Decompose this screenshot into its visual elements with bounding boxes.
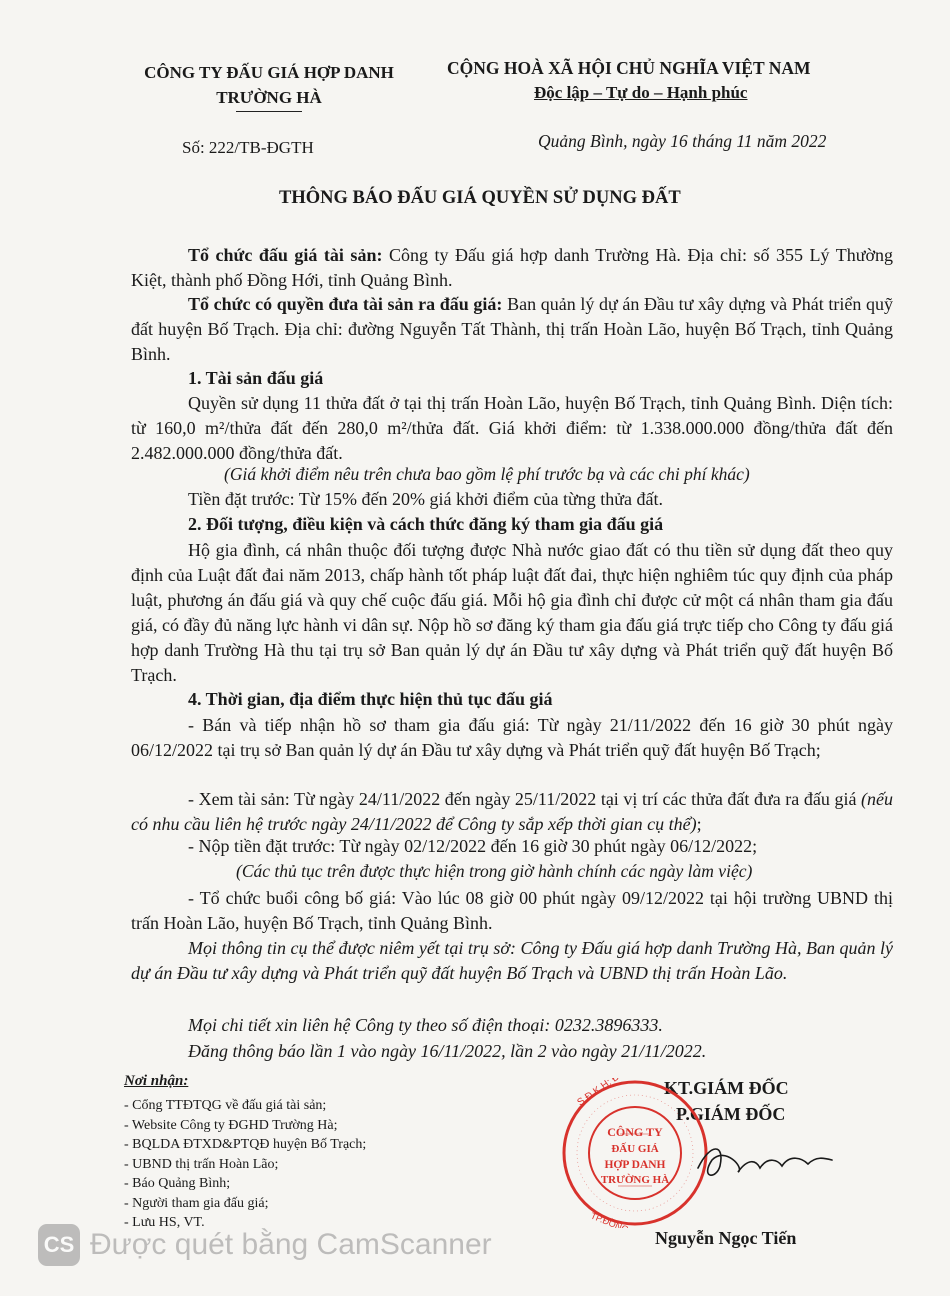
section4-note: (Các thủ tục trên được thực hiện trong giờ hành chính các ngày làm việc) (236, 861, 753, 881)
viewing-note: (nếu có nhu cầu liên hệ trước ngày 24/11/2022 để Công ty sắp xếp thời gian cụ thể) (131, 789, 893, 834)
section2-text: Hộ gia đình, cá nhân thuộc đối tượng được Nhà nước giao đất có thu tiền sử dụng đất theo quy định của Luật đất đai năm 2013, chấp hành tốt pháp luật đất đai, thực hiện nghiêm túc quy định của pháp luật, phương án đấu giá và quy chế cuộc đấu giá. Mỗi hộ gia đình chỉ được cử một cá nhân tham gia đấu giá, có đầy đủ năng lực hành vi dân sự. Nộp hồ sơ đăng ký tham gia đấu giá trực tiếp cho Công ty đấu giá hợp danh Trường Hà thu tại trụ sở Ban quản lý dự án Đầu tư xây dựng và Phát triển quỹ đất huyện Bố Trạch. (131, 540, 893, 685)
recipients-label: Nơi nhận: (124, 1073, 189, 1089)
camscanner-watermark (38, 1224, 492, 1266)
seal-graphic (560, 1078, 710, 1228)
asset-owner-text: Ban quản lý dự án Đầu tư xây dựng và Phát triển quỹ đất huyện Bố Trạch. Địa chỉ: đường Nguyễn Tất Thành, thị trấn Hoàn Lão, huyện Bố Trạch, tỉnh Quảng Bình. (131, 294, 893, 364)
recipient-item: - BQLDA ĐTXD&PTQĐ huyện Bố Trạch; (124, 1137, 367, 1152)
publish-line: Đăng thông báo lần 1 vào ngày 16/11/2022, lần 2 vào ngày 21/11/2022. (188, 1041, 707, 1061)
recipients-list (124, 1096, 366, 1233)
section4-item-deposit: - Nộp tiền đặt trước: Từ ngày 02/12/2022 đến 16 giờ 30 phút ngày 06/12/2022; (188, 836, 758, 856)
camscanner-text: Được quét bằng CamScanner (90, 1228, 492, 1261)
info-paragraph: Mọi thông tin cụ thể được niêm yết tại trụ sở: Công ty Đấu giá hợp danh Trường Hà, Ban quản lý dự án Đầu tư xây dựng và Phát triển quỹ đất huyện Bố Trạch và UBND thị trấn Hoàn Lão. (131, 938, 894, 983)
recipient-item: - Người tham gia đấu giá; (124, 1195, 269, 1211)
section1-text: Quyền sử dụng 11 thửa đất ở tại thị trấn Hoàn Lão, huyện Bố Trạch, tỉnh Quảng Bình. Diện tích: từ 160,0 m²/thửa đất đến 280,0 m²/thửa đất. Giá khởi điểm: từ 1.338.000.000 đồng/thửa đất đến 2.482.000.000 đồng/thửa đất. (131, 393, 893, 463)
signer-name: Nguyễn Ngọc Tiến (655, 1228, 797, 1248)
recipient-item: - Website Công ty ĐGHD Trường Hà; (124, 1117, 338, 1133)
viewing-end: ; (696, 814, 702, 834)
section4-item-sales: - Bán và tiếp nhận hồ sơ tham gia đấu giá: Từ ngày 21/11/2022 đến 16 giờ 30 phút ngày 06/12/2022 tại trụ sở Ban quản lý dự án Đầu tư xây dựng và Phát triển quỹ đất huyện Bố Trạch; (131, 715, 893, 760)
svg-text:CÔNG TY: CÔNG TY (607, 1125, 663, 1139)
signature-title-2: P.GIÁM ĐỐC (676, 1104, 786, 1124)
section2-heading: 2. Đối tượng, điều kiện và cách thức đăng ký tham gia đấu giá (188, 514, 664, 534)
handwritten-signature (690, 1138, 840, 1188)
svg-text:TP.ĐỒNG HỚI - T.QUẢNG BÌNH (589, 1210, 710, 1228)
header-left-underline (236, 111, 302, 112)
country-name: CỘNG HOÀ XÃ HỘI CHỦ NGHĨA VIỆT NAM (447, 58, 811, 78)
section4-item-viewing (131, 787, 893, 837)
document-number: Số: 222/TB-ĐGTH (182, 138, 314, 157)
asset-owner-label: Tổ chức có quyền đưa tài sản ra đấu giá: (188, 294, 503, 314)
section4-item-announcement: - Tổ chức buổi công bố giá: Vào lúc 08 giờ 00 phút ngày 09/12/2022 tại hội trường UBND thị trấn Hoàn Lão, huyện Bố Trạch, tỉnh Quảng Bình. (131, 888, 893, 933)
auction-org-label: Tổ chức đấu giá tài sản: (188, 245, 383, 265)
recipient-item: - UBND thị trấn Hoàn Lão; (124, 1156, 279, 1172)
auction-org-paragraph (131, 243, 893, 293)
recipient-item: - Cổng TTĐTQG về đấu giá tài sản; (124, 1098, 327, 1113)
section1-deposit: Tiền đặt trước: Từ 15% đến 20% giá khởi điểm của từng thửa đất. (188, 489, 663, 509)
company-name-line1: CÔNG TY ĐẤU GIÁ HỢP DANH (144, 63, 394, 82)
signature-title-1: KT.GIÁM ĐỐC (664, 1078, 789, 1098)
svg-text:TRƯỜNG HÀ: TRƯỜNG HÀ (600, 1174, 670, 1186)
company-seal (560, 1078, 710, 1228)
svg-text:ĐẤU GIÁ: ĐẤU GIÁ (611, 1143, 659, 1155)
contact-line: Mọi chi tiết xin liên hệ Công ty theo số điện thoại: 0232.3896333. (188, 1015, 663, 1035)
section1-note: (Giá khởi điểm nêu trên chưa bao gồm lệ phí trước bạ và các chi phí khác) (224, 464, 750, 484)
svg-text:HỢP DANH: HỢP DANH (604, 1159, 666, 1171)
recipient-item: - Báo Quảng Bình; (124, 1176, 231, 1191)
national-motto: Độc lập – Tự do – Hạnh phúc (534, 83, 748, 102)
section4-heading: 4. Thời gian, địa điểm thực hiện thủ tục đấu giá (188, 689, 553, 709)
svg-text:S.Đ.K.H: Đ: 01: S.Đ.K.H: Đ: 01 (575, 1078, 636, 1109)
recipient-item: - Lưu HS, VT. (124, 1215, 205, 1230)
company-name-line2: TRƯỜNG HÀ (216, 88, 322, 107)
asset-owner-paragraph (131, 292, 893, 367)
camscanner-logo-icon: CS (38, 1224, 80, 1266)
place-date: Quảng Bình, ngày 16 tháng 11 năm 2022 (538, 131, 827, 151)
viewing-text: - Xem tài sản: Từ ngày 24/11/2022 đến ngày 25/11/2022 tại vị trí các thửa đất đưa ra đấu giá (188, 789, 862, 809)
notice-title: THÔNG BÁO ĐẤU GIÁ QUYỀN SỬ DỤNG ĐẤT (279, 188, 681, 208)
auction-org-text: Công ty Đấu giá hợp danh Trường Hà. Địa chỉ: số 355 Lý Thường Kiệt, thành phố Đồng Hới, tỉnh Quảng Bình. (131, 245, 893, 290)
section1-heading: 1. Tài sản đấu giá (188, 368, 324, 388)
